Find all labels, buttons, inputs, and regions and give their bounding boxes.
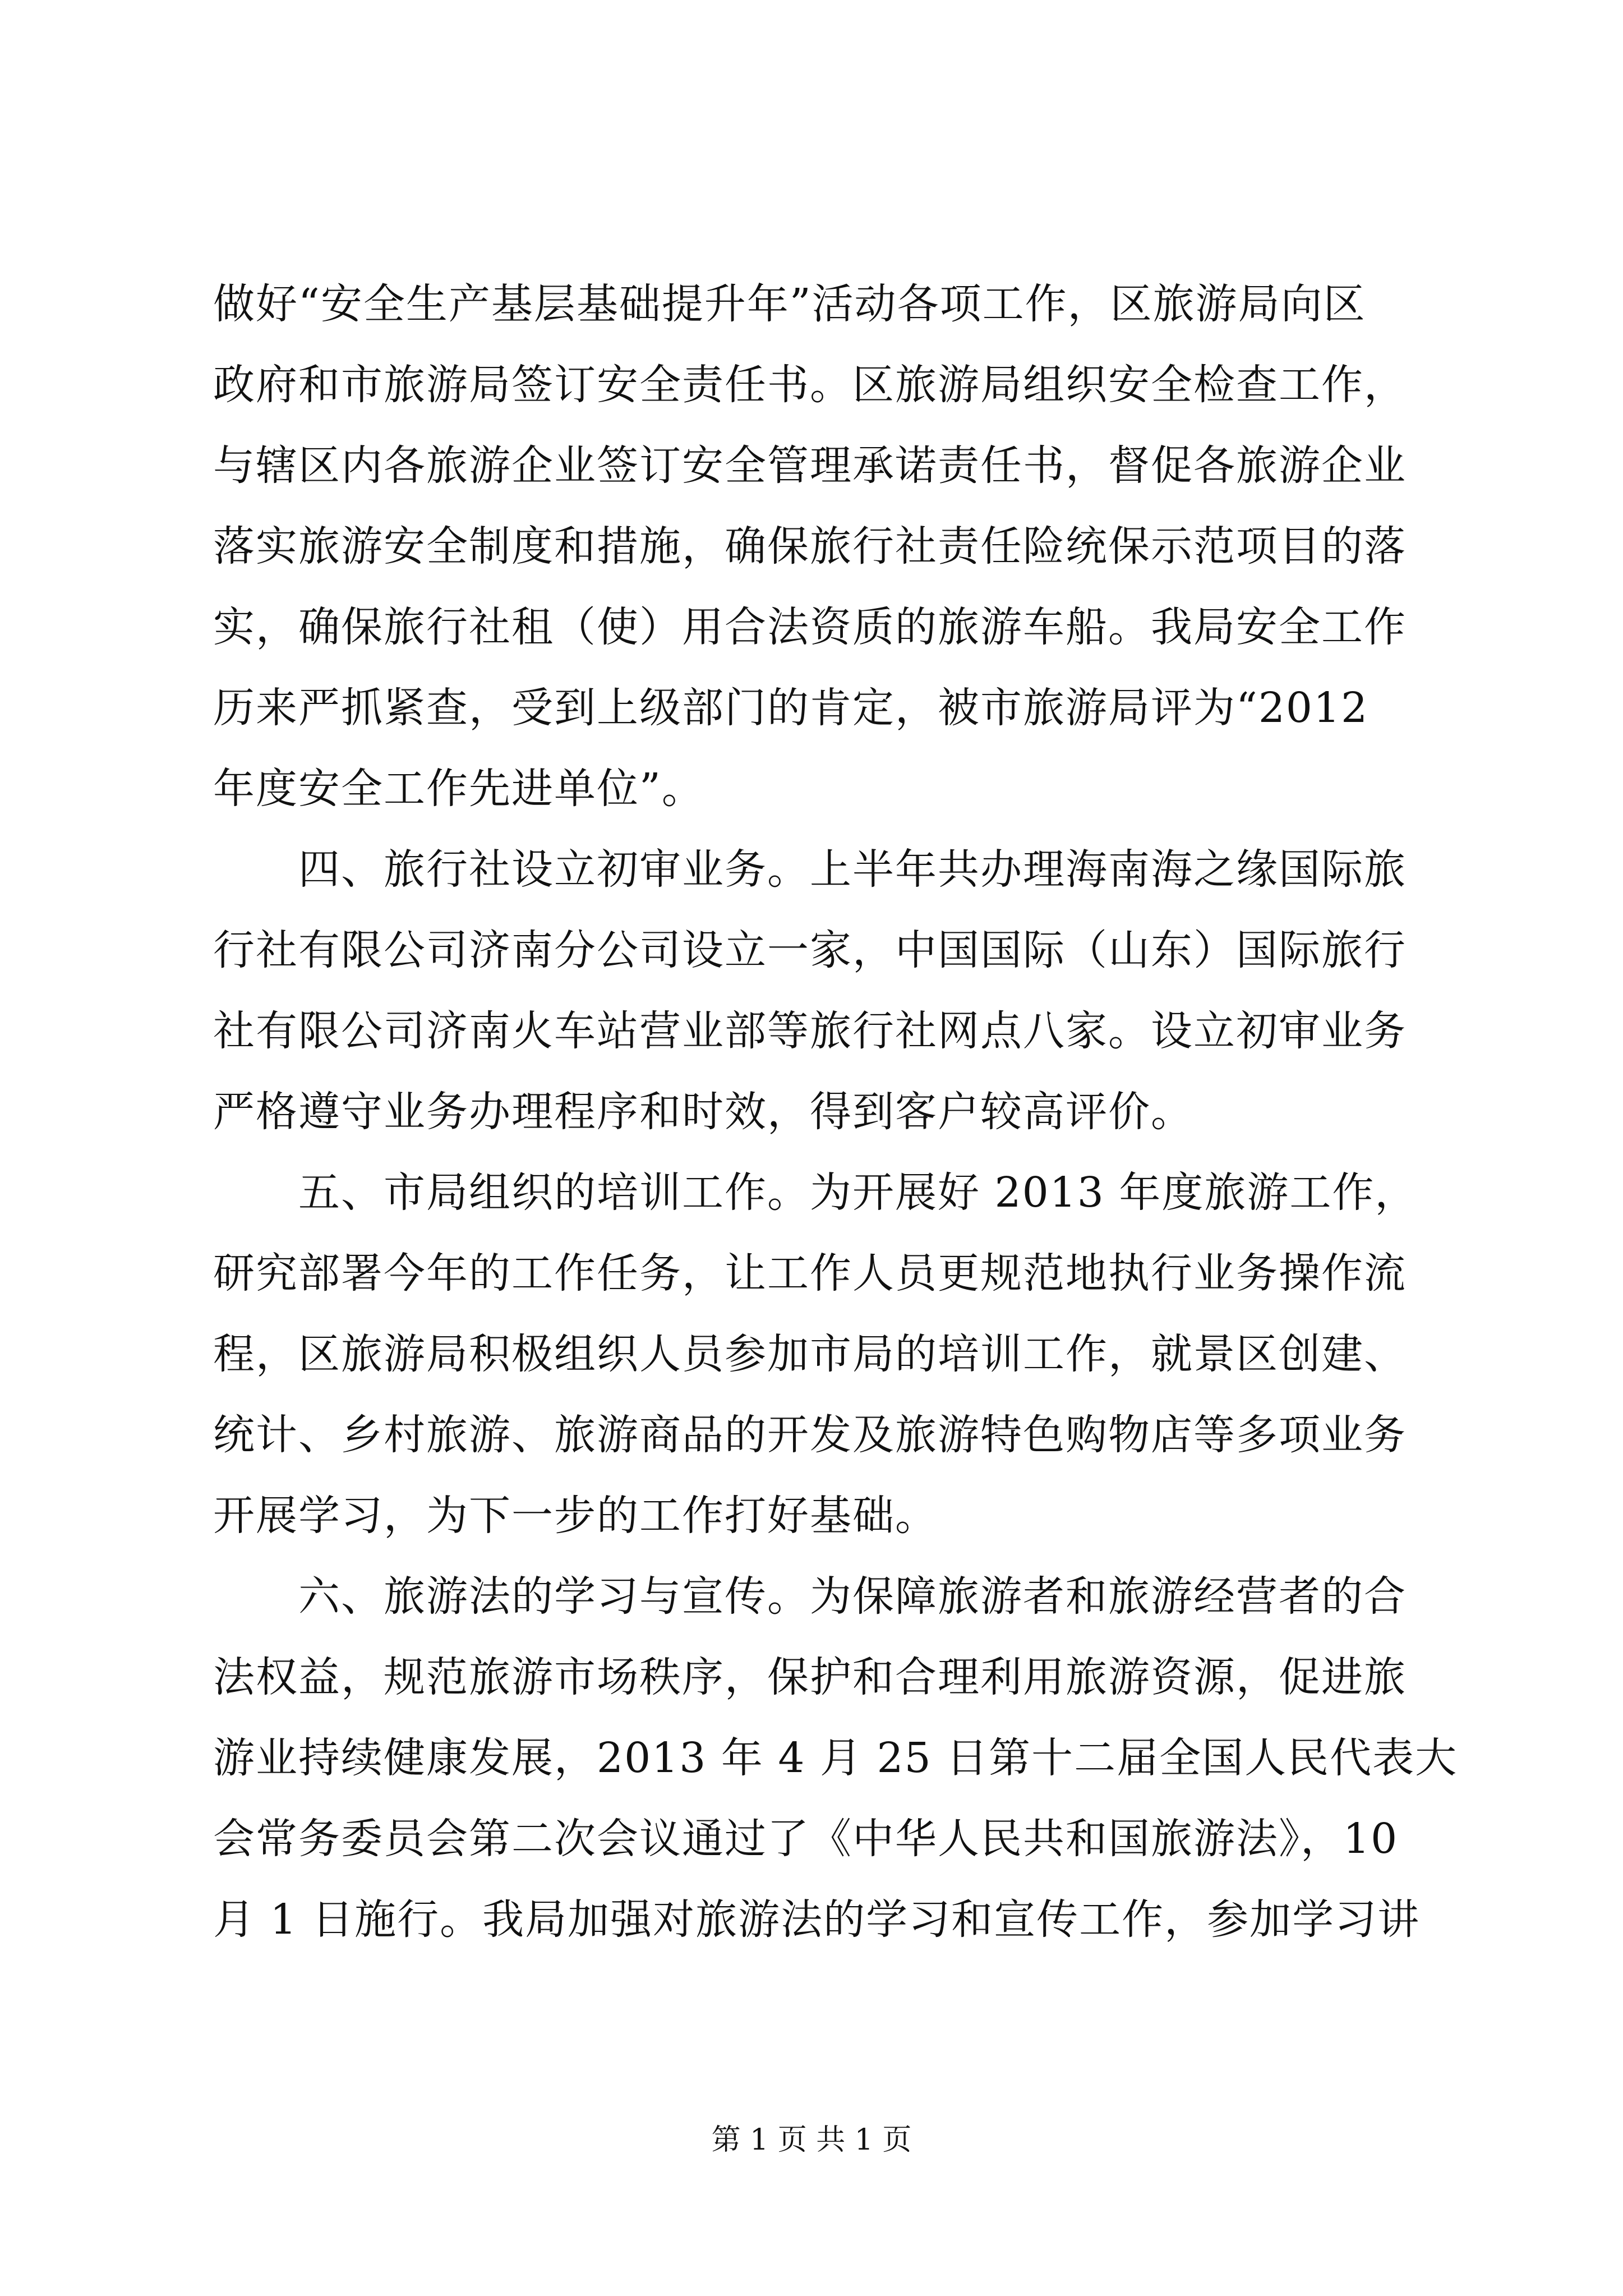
text-line: 四、旅行社设立初审业务。上半年共办理海南海之缘国际旅 bbox=[213, 845, 1407, 894]
text-line: 五、市局组织的培训工作。为开展好 2013 年度旅游工作， bbox=[213, 1168, 1418, 1217]
text-line: 严格遵守业务办理程序和时效，得到客户较高评价。 bbox=[213, 1088, 1193, 1136]
page-number-label: 第 1 页 共 1 页 bbox=[711, 2123, 912, 2157]
page-footer bbox=[0, 2120, 1623, 2160]
text-line: 与辖区内各旅游企业签订安全管理承诺责任书，督促各旅游企业 bbox=[213, 441, 1407, 490]
text-line: 落实旅游安全制度和措施，确保旅行社责任险统保示范项目的落 bbox=[213, 522, 1407, 570]
text-line: 做好“安全生产基层基础提升年”活动各项工作，区旅游局向区 bbox=[213, 280, 1366, 328]
text-line: 法权益，规范旅游市场秩序，保护和合理利用旅游资源，促进旅 bbox=[213, 1653, 1407, 1701]
text-line: 月 1 日施行。我局加强对旅游法的学习和宣传工作，参加学习讲 bbox=[213, 1895, 1421, 1944]
text-line: 行社有限公司济南分公司设立一家，中国国际（山东）国际旅行 bbox=[213, 926, 1407, 974]
text-line: 历来严抓紧查，受到上级部门的肯定，被市旅游局评为“2012 bbox=[213, 684, 1369, 732]
text-line: 游业持续健康发展，2013 年 4 月 25 日第十二届全国人民代表大 bbox=[213, 1734, 1458, 1782]
text-line: 研究部署今年的工作任务，让工作人员更规范地执行业务操作流 bbox=[213, 1249, 1407, 1297]
text-line: 年度安全工作先进单位”。 bbox=[213, 765, 704, 813]
text-line: 开展学习，为下一步的工作打好基础。 bbox=[213, 1492, 938, 1540]
text-line: 统计、乡村旅游、旅游商品的开发及旅游特色购物店等多项业务 bbox=[213, 1411, 1407, 1459]
text-line: 政府和市旅游局签订安全责任书。区旅游局组织安全检查工作， bbox=[213, 361, 1407, 409]
text-line: 六、旅游法的学习与宣传。为保障旅游者和旅游经营者的合 bbox=[213, 1572, 1407, 1621]
text-line: 程，区旅游局积极组织人员参加市局的培训工作，就景区创建、 bbox=[213, 1330, 1407, 1378]
text-line: 实，确保旅行社租（使）用合法资质的旅游车船。我局安全工作 bbox=[213, 603, 1407, 651]
text-line: 会常务委员会第二次会议通过了《中华人民共和国旅游法》，10 bbox=[213, 1815, 1399, 1863]
text-line: 社有限公司济南火车站营业部等旅行社网点八家。设立初审业务 bbox=[213, 1007, 1407, 1055]
document-body bbox=[213, 264, 1458, 1960]
